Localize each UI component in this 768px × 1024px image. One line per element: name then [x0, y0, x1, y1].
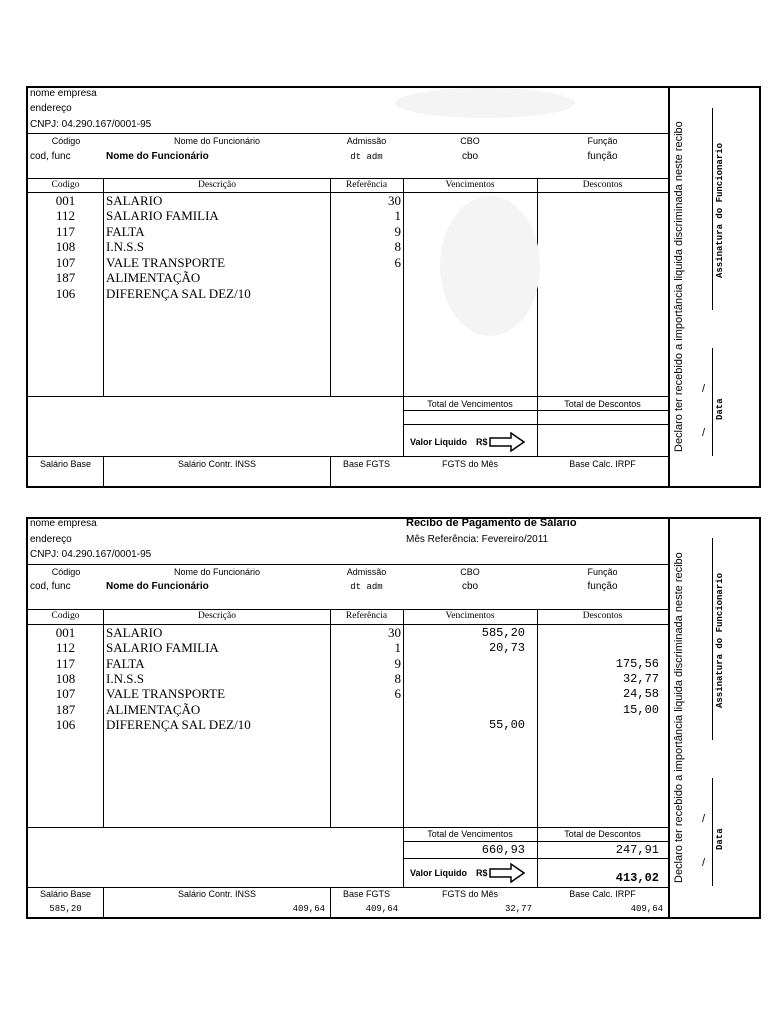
table-row-ref: 9	[394, 656, 401, 671]
table-row-ref: 30	[388, 625, 401, 640]
employee-admissao: dt adm	[350, 152, 383, 162]
footer-contr-inss-label: Salário Contr. INSS	[177, 889, 257, 899]
valor-liquido-value: 413,02	[615, 871, 659, 885]
receipt-month: Mês Referência: Fevereiro/2011	[406, 534, 549, 545]
table-row-code: 001	[55, 193, 76, 208]
employee-cbo: cbo	[461, 151, 479, 162]
currency-label: R$	[476, 868, 488, 878]
table-row-desc: ALIMENTAÇÃO	[106, 702, 201, 717]
table-row-ref: 30	[388, 193, 401, 208]
footer-base-fgts-value: 409,64	[365, 904, 398, 914]
col-referencia: Referência	[345, 180, 388, 190]
col-referencia: Referência	[345, 611, 388, 621]
date-slash: /	[702, 857, 706, 869]
company-cnpj: CNPJ: 04.290.167/0001-95	[30, 119, 152, 130]
employee-cod: cod, func	[30, 581, 71, 592]
footer-fgts-mes-label: FGTS do Mês	[441, 459, 498, 469]
footer-fgts-mes-value: 32,77	[504, 904, 532, 914]
table-row-code: 187	[55, 702, 76, 717]
table-row-desc: ALIMENTAÇÃO	[106, 270, 201, 285]
table-row-desc: SALARIO	[106, 193, 163, 208]
table-row-desconto: 15,00	[622, 703, 659, 717]
total-vencimentos-label: Total de Vencimentos	[427, 399, 513, 409]
table-row-ref: 9	[394, 224, 401, 239]
total-vencimentos-value: 660,93	[481, 843, 525, 857]
table-row-vencimento: 585,20	[481, 626, 525, 640]
table-row-desc: SALARIO FAMILIA	[106, 640, 219, 655]
table-row-ref: 1	[394, 208, 401, 223]
table-row-code: 187	[55, 270, 76, 285]
signature-label: Assinatura do Funcionario	[715, 142, 725, 278]
col-descricao: Descrição	[198, 611, 236, 621]
label-nome: Nome do Funcionário	[173, 567, 261, 577]
col-vencimentos: Vencimentos	[445, 611, 495, 621]
table-row-vencimento: 55,00	[488, 718, 525, 732]
arrow-right-icon	[489, 432, 525, 452]
label-admissao: Admissão	[346, 567, 387, 577]
table-row-desc: DIFERENÇA SAL DEZ/10	[106, 717, 251, 732]
label-cbo: CBO	[460, 567, 480, 577]
label-codigo: Código	[51, 136, 81, 146]
table-row-ref: 8	[394, 239, 401, 254]
valor-liquido-label: Valor Liquido	[410, 868, 468, 878]
label-funcao: Função	[587, 567, 618, 577]
table-row-desc: SALARIO	[106, 625, 163, 640]
footer-contr-inss-label: Salário Contr. INSS	[177, 459, 257, 469]
receipt-title: Recibo de Pagamento de Sálario	[406, 517, 577, 529]
date-label: Data	[715, 828, 725, 850]
signature-label: Assinatura do Funcionario	[715, 572, 725, 708]
col-descontos: Descontos	[582, 180, 623, 190]
col-codigo: Codigo	[51, 180, 80, 190]
declaration-text: Declaro ter recebido a importância liquida discriminada neste recibo	[673, 552, 685, 883]
company-address: endereço	[30, 103, 72, 114]
footer-salario-base-label: Salário Base	[39, 889, 92, 899]
col-codigo: Codigo	[51, 611, 80, 621]
footer-base-irpf-label: Base Calc. IRPF	[569, 459, 636, 469]
table-row-code: 107	[55, 255, 76, 270]
table-row-code: 106	[55, 717, 76, 732]
table-row-code: 112	[55, 640, 76, 655]
date-slash: /	[702, 813, 706, 825]
table-row-code: 108	[55, 239, 76, 254]
footer-salario-base-value: 585,20	[49, 904, 82, 914]
label-codigo: Código	[51, 567, 81, 577]
label-nome: Nome do Funcionário	[173, 136, 261, 146]
employee-funcao: função	[587, 151, 618, 162]
label-funcao: Função	[587, 136, 618, 146]
table-row-code: 117	[55, 224, 76, 239]
table-row-ref: 8	[394, 671, 401, 686]
company-cnpj: CNPJ: 04.290.167/0001-95	[30, 549, 152, 560]
label-cbo: CBO	[460, 136, 480, 146]
table-row-code: 106	[55, 286, 76, 301]
date-label: Data	[715, 398, 725, 420]
employee-nome: Nome do Funcionário	[106, 151, 209, 162]
table-row-ref: 6	[394, 255, 401, 270]
valor-liquido-label: Valor Liquido	[410, 437, 468, 447]
employee-nome: Nome do Funcionário	[106, 581, 209, 592]
table-row-code: 112	[55, 208, 76, 223]
arrow-right-icon	[489, 863, 525, 883]
company-name: nome empresa	[30, 88, 97, 99]
footer-contr-inss-value: 409,64	[292, 904, 325, 914]
table-row-desc: DIFERENÇA SAL DEZ/10	[106, 286, 251, 301]
table-row-desc: SALARIO FAMILIA	[106, 208, 219, 223]
table-row-code: 001	[55, 625, 76, 640]
footer-base-fgts-label: Base FGTS	[342, 889, 390, 899]
table-row-desconto: 24,58	[622, 687, 659, 701]
table-row-desc: FALTA	[106, 224, 145, 239]
table-row-desc: VALE TRANSPORTE	[106, 686, 226, 701]
table-row-vencimento: 20,73	[488, 641, 525, 655]
table-row-code: 107	[55, 686, 76, 701]
footer-base-irpf-label: Base Calc. IRPF	[569, 889, 636, 899]
table-row-ref: 6	[394, 686, 401, 701]
footer-fgts-mes-label: FGTS do Mês	[441, 889, 498, 899]
total-vencimentos-label: Total de Vencimentos	[427, 829, 513, 839]
employee-cbo: cbo	[461, 581, 479, 592]
employee-cod: cod, func	[30, 151, 71, 162]
total-descontos-value: 247,91	[615, 843, 659, 857]
table-row-desconto: 175,56	[615, 657, 659, 671]
col-descricao: Descrição	[198, 180, 236, 190]
table-row-desconto: 32,77	[622, 672, 659, 686]
table-row-desc: I.N.S.S	[106, 239, 144, 254]
table-row-desc: VALE TRANSPORTE	[106, 255, 226, 270]
footer-base-fgts-label: Base FGTS	[342, 459, 390, 469]
table-row-desc: I.N.S.S	[106, 671, 144, 686]
col-vencimentos: Vencimentos	[445, 180, 495, 190]
label-admissao: Admissão	[346, 136, 387, 146]
company-name: nome empresa	[30, 518, 97, 529]
employee-funcao: função	[587, 581, 618, 592]
company-address: endereço	[30, 534, 72, 545]
table-row-desc: FALTA	[106, 656, 145, 671]
declaration-text: Declaro ter recebido a importância liquida discriminada neste recibo	[673, 121, 685, 452]
footer-salario-base-label: Salário Base	[39, 459, 92, 469]
currency-label: R$	[476, 437, 488, 447]
date-slash: /	[702, 383, 706, 395]
footer-base-irpf-value: 409,64	[630, 904, 663, 914]
employee-admissao: dt adm	[350, 582, 383, 592]
table-row-code: 108	[55, 671, 76, 686]
total-descontos-label: Total de Descontos	[564, 399, 641, 409]
table-row-code: 117	[55, 656, 76, 671]
total-descontos-label: Total de Descontos	[564, 829, 641, 839]
date-slash: /	[702, 427, 706, 439]
table-row-ref: 1	[394, 640, 401, 655]
col-descontos: Descontos	[582, 611, 623, 621]
